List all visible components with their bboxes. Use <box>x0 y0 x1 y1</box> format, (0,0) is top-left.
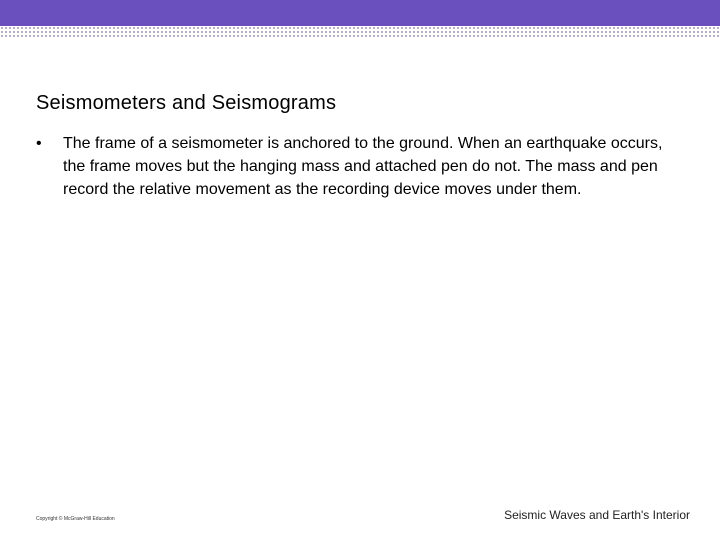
header-band <box>0 0 720 26</box>
slide-title: Seismometers and Seismograms <box>36 92 337 114</box>
bullet-marker: • <box>36 135 42 152</box>
bullet-text: The frame of a seismometer is anchored to the ground. When an earthquake occurs, the frame moves but the hanging mass and attached pen do not. The mass and pen record the relative movement as the recording device moves under them. <box>63 135 663 198</box>
footer-topic: Seismic Waves and Earth's Interior <box>504 508 690 522</box>
copyright-notice: Copyright © McGraw-Hill Education <box>36 516 115 522</box>
header-dotted-pattern <box>0 26 720 38</box>
bullet-list <box>36 132 666 201</box>
bullet-item <box>36 132 666 201</box>
